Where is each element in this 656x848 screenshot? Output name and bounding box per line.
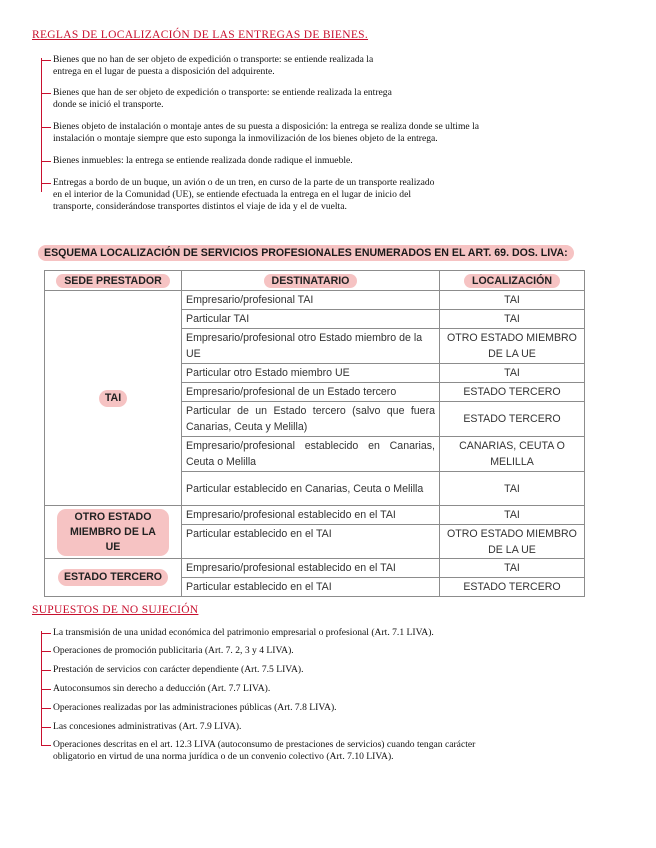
destinatario-cell: Particular de un Estado tercero (salvo que fuera Canarias, Ceuta y Melilla) [182,402,440,437]
table-title: ESQUEMA LOCALIZACIÓN DE SERVICIOS PROFESIONALES ENUMERADOS EN EL ART. 69. DOS. LIVA: [38,245,574,261]
bracket-tick [41,183,51,184]
bracket-tick [41,670,51,671]
destinatario-cell: Empresario/profesional establecido en el TAI [182,506,440,525]
destinatario-cell: Particular otro Estado miembro UE [182,364,440,383]
localizacion-cell: OTRO ESTADO MIEMBRO DE LA UE [440,525,585,559]
sede-cell: TAI [45,291,182,506]
localizacion-cell: TAI [440,310,585,329]
bracket-tick [41,727,51,728]
localizacion-cell: ESTADO TERCERO [440,578,585,597]
destinatario-cell: Particular establecido en el TAI [182,525,440,559]
destinatario-cell: Empresario/profesional de un Estado tercero [182,383,440,402]
localizacion-cell: ESTADO TERCERO [440,383,585,402]
table-row [45,559,585,578]
section-title-no-sujecion: SUPUESTOS DE NO SUJECIÓN [32,604,199,616]
header-localizacion: LOCALIZACIÓN [440,271,585,291]
bracket-tick [41,127,51,128]
table-row [45,506,585,525]
header-sede: SEDE PRESTADOR [45,271,182,291]
localizacion-cell: TAI [440,506,585,525]
localizacion-cell: TAI [440,364,585,383]
bracket-tick [41,745,51,746]
destinatario-cell: Empresario/profesional otro Estado miembro de la UE [182,329,440,364]
destinatario-cell: Empresario/profesional TAI [182,291,440,310]
localizacion-cell: CANARIAS, CEUTA O MELILLA [440,437,585,472]
section-title-entregas: REGLAS DE LOCALIZACIÓN DE LAS ENTREGAS DE BIENES. [32,29,369,41]
destinatario-cell: Empresario/profesional establecido en el TAI [182,559,440,578]
bracket-line [41,58,42,192]
bracket-tick [41,60,51,61]
bracket-tick [41,161,51,162]
table-header-row [45,271,585,291]
sede-cell: ESTADO TERCERO [45,559,182,597]
bracket-tick [41,651,51,652]
localizacion-cell: TAI [440,559,585,578]
header-destinatario: DESTINATARIO [182,271,440,291]
localizacion-servicios-table [44,270,585,597]
bracket-tick [41,708,51,709]
destinatario-cell: Particular TAI [182,310,440,329]
destinatario-cell: Particular establecido en Canarias, Ceuta o Melilla [182,472,440,506]
bracket-tick [41,689,51,690]
bracket-tick [41,93,51,94]
sede-cell: OTRO ESTADO MIEMBRO DE LA UE [45,506,182,559]
localizacion-cell: TAI [440,472,585,506]
table-row [45,291,585,310]
bracket-tick [41,633,51,634]
localizacion-cell: TAI [440,291,585,310]
localizacion-cell: ESTADO TERCERO [440,402,585,437]
destinatario-cell: Empresario/profesional establecido en Canarias, Ceuta o Melilla [182,437,440,472]
localizacion-cell: OTRO ESTADO MIEMBRO DE LA UE [440,329,585,364]
destinatario-cell: Particular establecido en el TAI [182,578,440,597]
